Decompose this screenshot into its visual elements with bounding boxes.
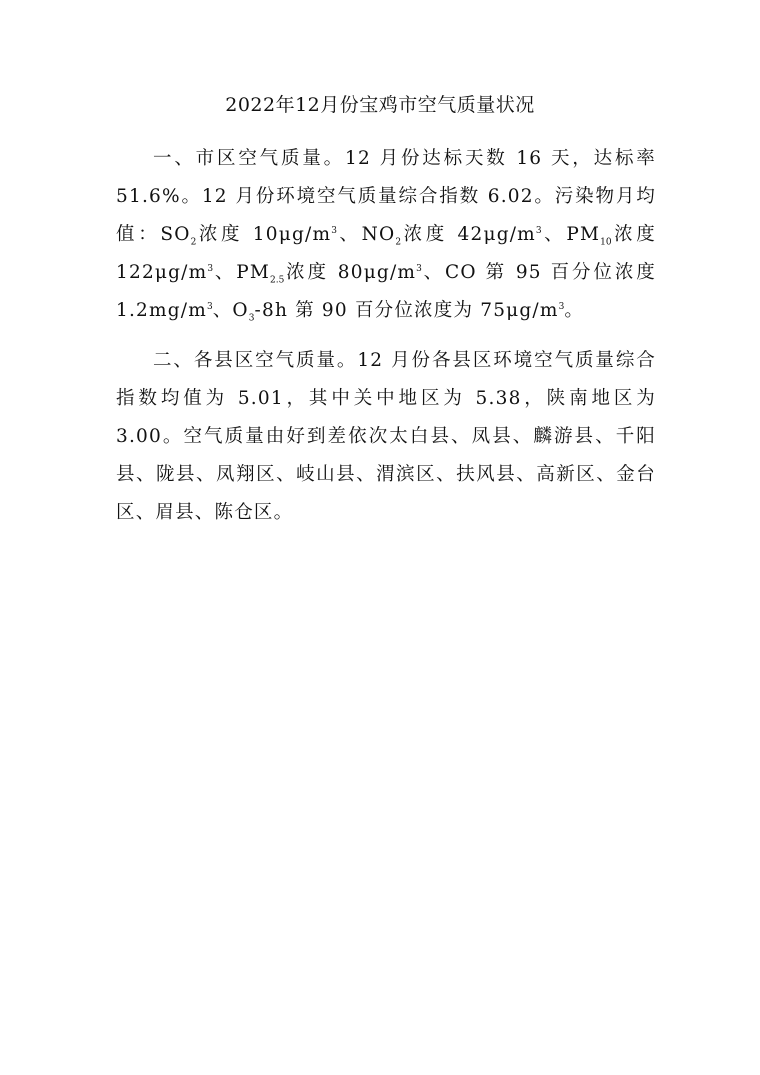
text-segment: 、CO 第 95 百分位浓度 1.2mg/m — [116, 262, 656, 321]
text-segment: 、PM — [213, 262, 271, 283]
text-segment: -8h 第 90 百分位浓度为 75μg/m — [254, 300, 559, 321]
text-segment: 浓度 10μg/m — [196, 224, 332, 245]
cubic-superscript: 3 — [558, 301, 565, 312]
text-segment: 一、市区空气质量。12 月份达标天数 16 天，达标率51.6%。12 月份环境空气质量综合指数 6.02。污染物月均值：SO — [116, 148, 656, 245]
text-segment: 、NO — [336, 224, 396, 245]
cubic-superscript: 3 — [535, 225, 542, 236]
text-segment: 、PM — [541, 224, 601, 245]
pm25-subscript: 2.5 — [270, 275, 285, 286]
cubic-superscript: 3 — [331, 225, 337, 236]
text-segment: 。 — [564, 300, 585, 321]
cubic-superscript: 3 — [206, 301, 213, 312]
document-title: 2022年12月份宝鸡市空气质量状况 — [225, 94, 535, 116]
cubic-superscript: 3 — [416, 263, 422, 274]
no2-subscript: 2 — [395, 237, 402, 248]
pm10-subscript: 10 — [600, 237, 612, 248]
o3-subscript: 3 — [248, 313, 255, 324]
so2-subscript: 2 — [190, 237, 197, 248]
text-segment: 、O — [212, 300, 249, 321]
paragraph-city-air-quality — [116, 140, 656, 330]
text-segment: 浓度 42μg/m — [401, 224, 536, 245]
cubic-superscript: 3 — [207, 263, 214, 274]
text-segment: 浓度 122μg/m — [116, 224, 656, 283]
text-segment: 浓度 80μg/m — [284, 262, 417, 283]
paragraph-county-air-quality: 二、各县区空气质量。12 月份各县区环境空气质量综合指数均值为 5.01，其中关中地区为 5.38，陕南地区为3.00。空气质量由好到差依次太白县、凤县、麟游县、千阳县、陇县、凤翔区、岐山县、渭滨区、扶风县、高新区、金台区、眉县、陈仓区。 — [116, 350, 656, 523]
